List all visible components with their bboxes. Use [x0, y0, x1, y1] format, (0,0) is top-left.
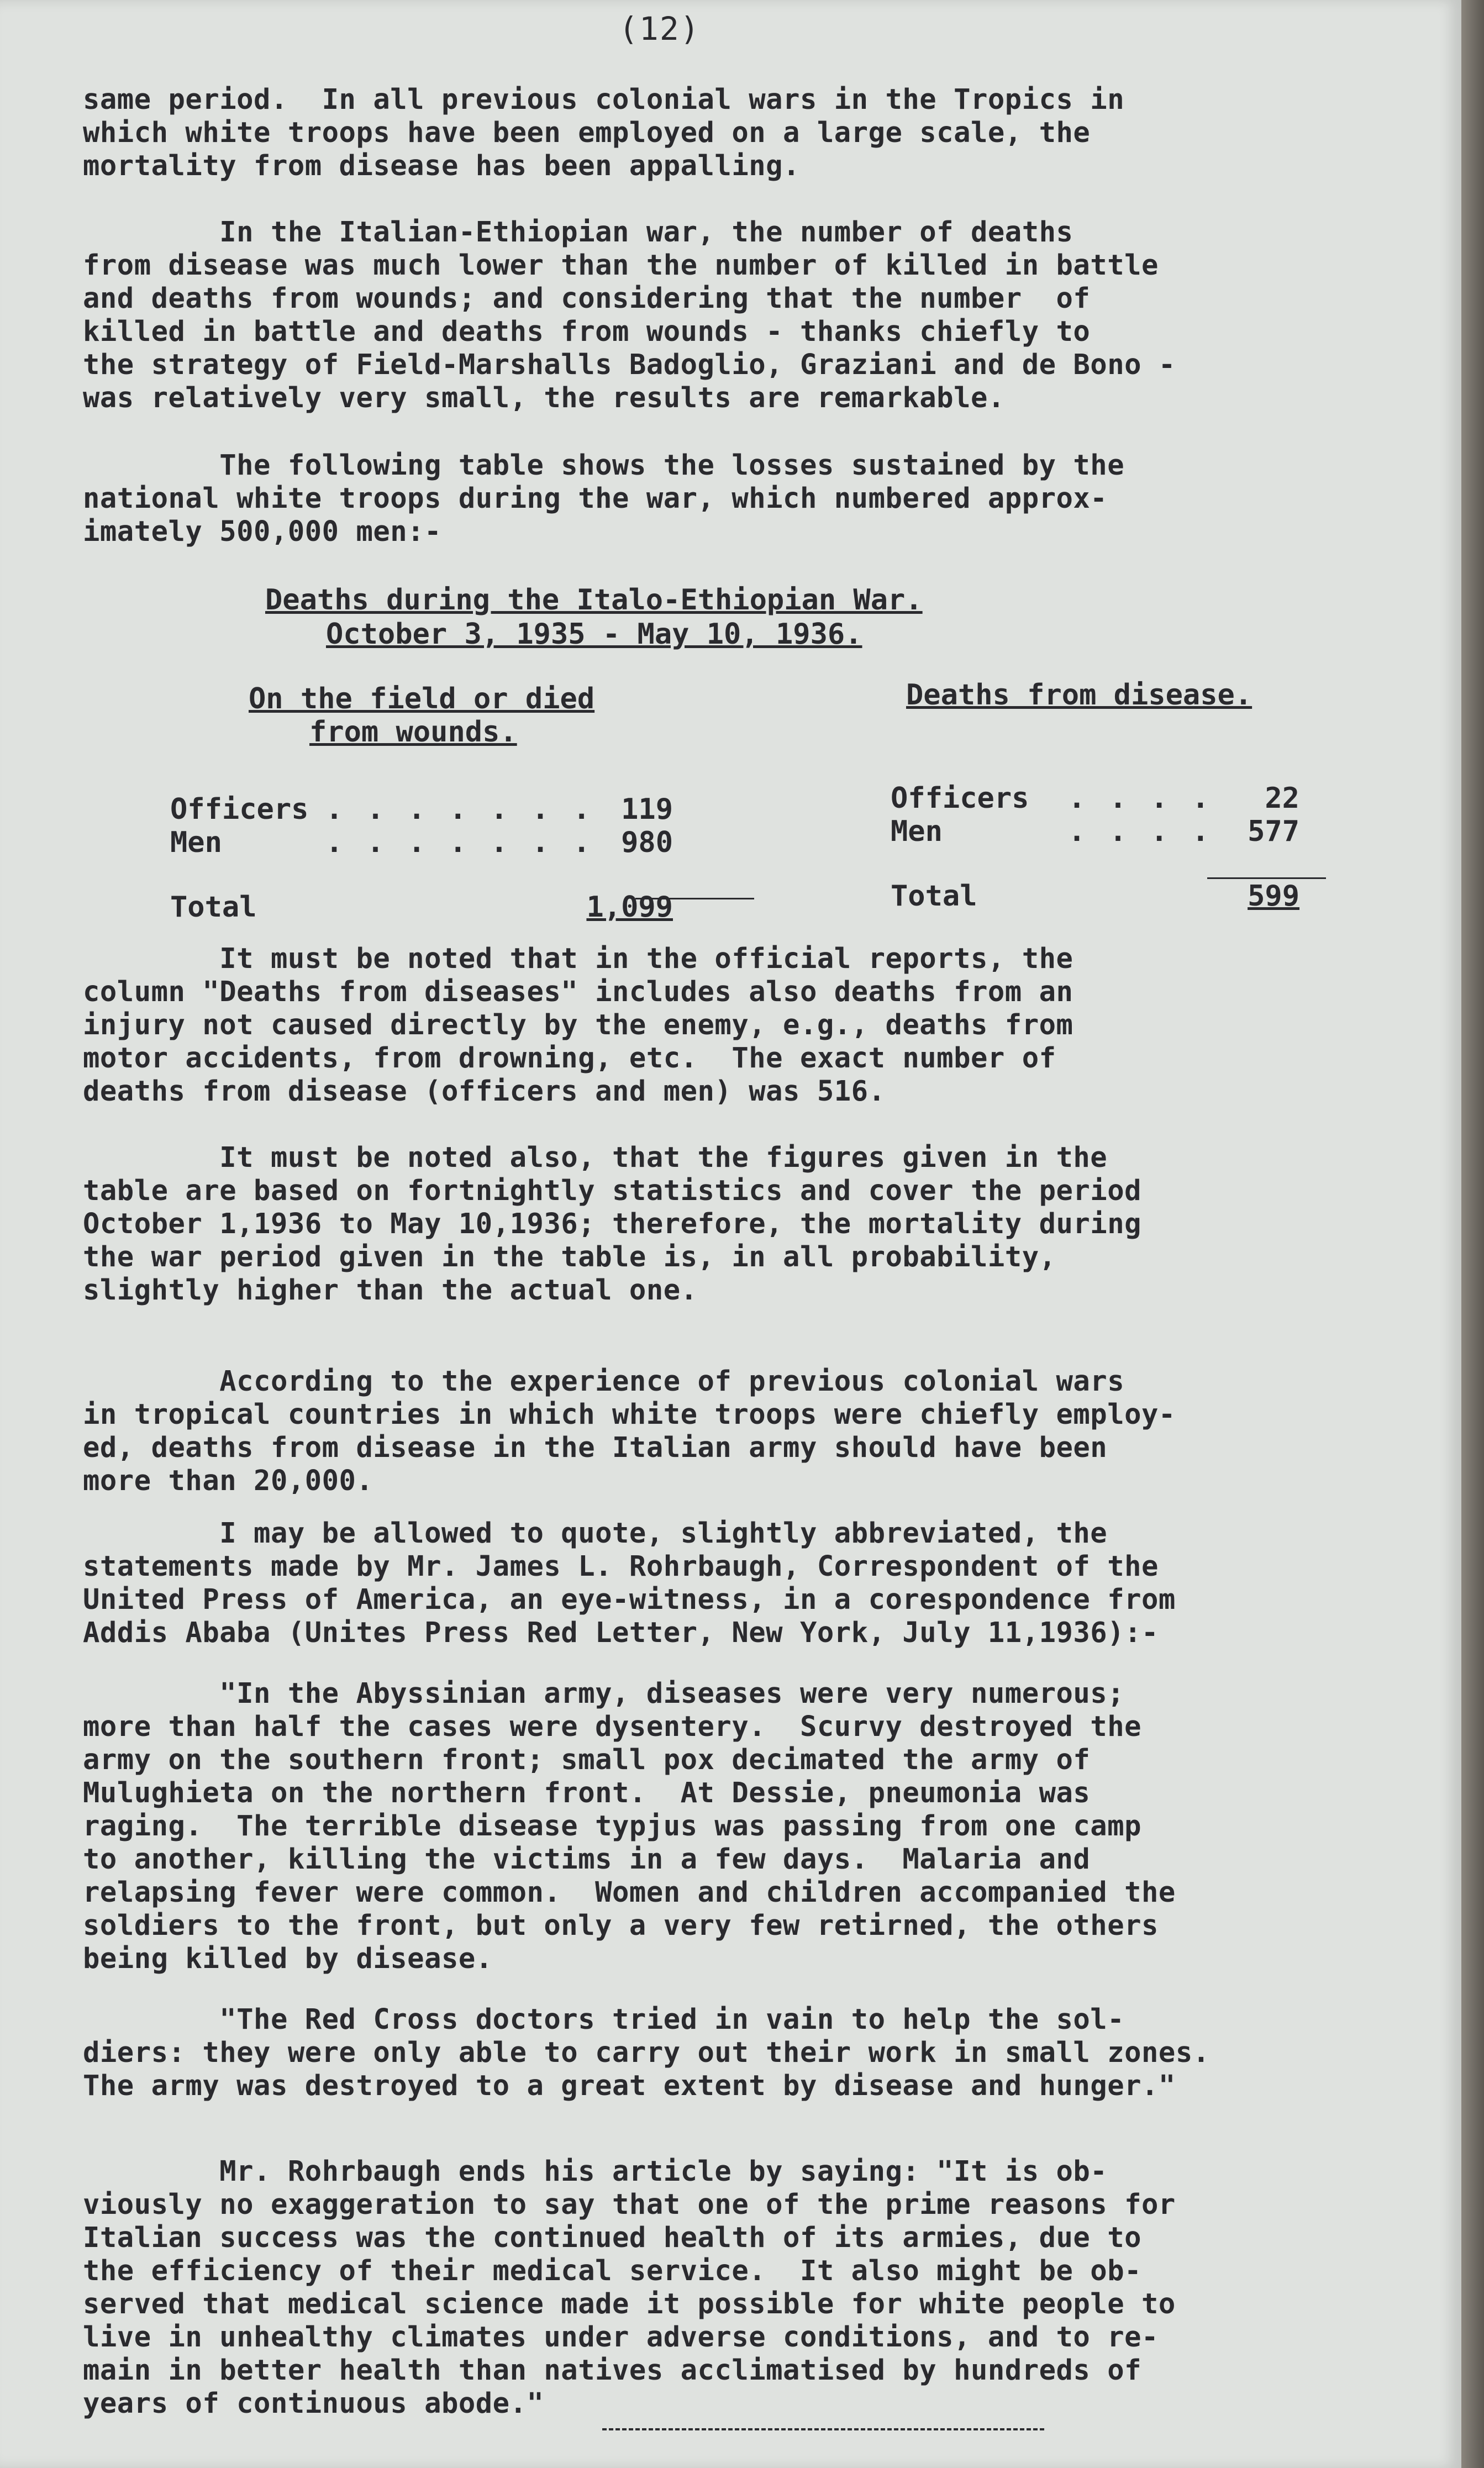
right-column-heading: Deaths from disease.: [906, 678, 1253, 712]
total-label: Total: [170, 891, 257, 924]
paragraph-italian-ethiopian-war: In the Italian-Ethiopian war, the number of deaths from disease was much lower than the number of killed in battle and deaths from wounds; and considering that the number of killed in battle and deaths from wounds - thanks chiefly to the strategy of Field-Marshalls Badoglio, Graziani and de Bono - was relatively very small, the results are remarkable.: [83, 215, 1176, 414]
left-heading-line1: On the field or died: [249, 682, 595, 715]
dashed-rule: [602, 2428, 1044, 2430]
total-value: 1,099: [586, 891, 673, 924]
paragraph-fortnightly-statistics: It must be noted also, that the figures given in the table are based on fortnightly statistics and cover the period October 1,1936 to May 10,1936; therefore, the mortality during the war period given in the table is, in all probability, slightly higher than the actual one.: [83, 1141, 1142, 1306]
total-label: Total: [891, 880, 977, 913]
page-edge: [1461, 0, 1484, 2468]
table-row: [891, 782, 1311, 815]
paragraph-quote-conclusion: Mr. Rohrbaugh ends his article by saying: "It is ob- viously no exaggeration to say that one of the prime reasons for Italian success was the continued health of its armies, due to the efficiency of their medical service. It also might be ob- served that medical science made it possible for white people to live in unhealthy climates under adverse conditions, and to re- main in better health than natives acclimatised by hundreds of years of continuous abode.": [83, 2155, 1176, 2419]
table-row: [170, 793, 778, 826]
paragraph-quote-red-cross: "The Red Cross doctors tried in vain to help the sol- diers: they were only able to carry out their work in small zones. The army was destroyed to a great extent by disease and hunger.": [83, 2003, 1210, 2102]
row-label: Officers: [891, 782, 1029, 815]
table-title-line2: October 3, 1935 - May 10, 1936.: [326, 618, 862, 651]
row-dots: . . . .: [1068, 782, 1213, 815]
table-total-row: [891, 880, 1311, 913]
total-value: 599: [1248, 880, 1299, 913]
paragraph-table-intro: The following table shows the losses sustained by the national white troops during the war, which numbered approx- imately 500,000 men:-: [83, 449, 1125, 548]
paragraph-intro: same period. In all previous colonial wars in the Tropics in which white troops have been employed on a large scale, the mortality from disease has been appalling.: [83, 83, 1125, 182]
table-total-row: [170, 891, 778, 924]
row-label: Men: [170, 826, 222, 859]
paragraph-rohrbaugh-intro: I may be allowed to quote, slightly abbreviated, the statements made by Mr. James L. Rohrbaugh, Correspondent of the United Press of America, an eye-witness, in a corespondence from Addis Ababa (Unites Press Red Letter, New York, July 11,1936):-: [83, 1517, 1176, 1649]
table-row: [891, 815, 1311, 848]
total-rule: [1207, 877, 1326, 879]
row-dots: . . . .: [1068, 815, 1213, 848]
row-value: 577: [1248, 815, 1299, 848]
left-heading-line2: from wounds.: [309, 715, 517, 749]
row-label: Officers: [170, 793, 309, 826]
table-title: [265, 583, 923, 651]
row-value: 980: [621, 826, 673, 859]
paragraph-official-reports: It must be noted that in the official reports, the column "Deaths from diseases" includes also deaths from an injury not caused directly by the enemy, e.g., deaths from motor accidents, from drowning, etc. The exact number of deaths from disease (officers and men) was 516.: [83, 942, 1073, 1107]
page-number: (12): [619, 10, 701, 48]
row-dots: . . . . . . .: [325, 793, 594, 826]
table-row: [170, 826, 778, 859]
paragraph-previous-wars: According to the experience of previous colonial wars in tropical countries in which white troops were chiefly employ- ed, deaths from disease in the Italian army should have been more than 20,000.: [83, 1365, 1176, 1497]
row-dots: . . . . . . .: [325, 826, 594, 859]
left-column-heading: [249, 682, 594, 749]
row-label: Men: [891, 815, 943, 848]
row-value: 119: [621, 793, 673, 826]
row-value: 22: [1265, 782, 1299, 815]
table-title-line1: Deaths during the Italo-Ethiopian War.: [265, 583, 923, 617]
paragraph-quote-abyssinian-army: "In the Abyssinian army, diseases were very numerous; more than half the cases were dysentery. Scurvy destroyed the army on the southern front; small pox decimated the army of Mulughieta on the northern front. At Dessie, pneumonia was raging. The terrible disease typjus was passing from one camp to another, killing the victims in a few days. Malaria and relapsing fever were common. Women and children accompanied the soldiers to the front, but only a very few retirned, the others being killed by disease.: [83, 1677, 1176, 1975]
